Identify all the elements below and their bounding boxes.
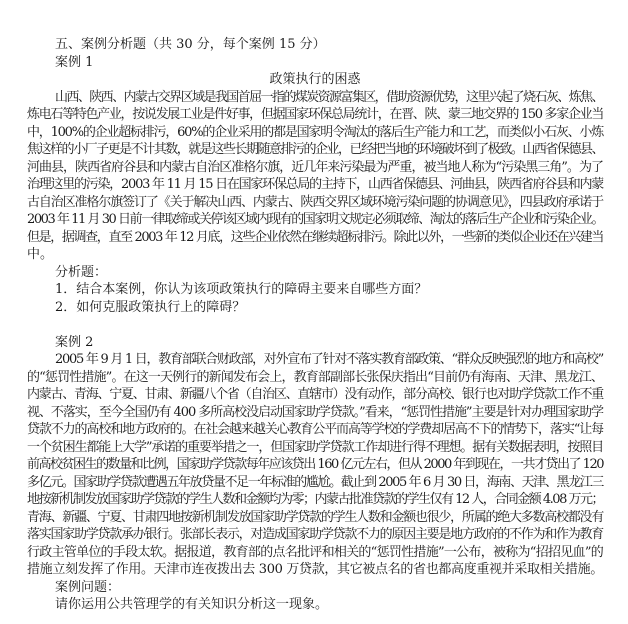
- text-line: 中。: [27, 247, 54, 262]
- text-line: 焦这样的小厂子更是不计其数，就是这些长期随意排污的企业，已经把当地的环境破坏到了极致。山西省保德县、: [27, 142, 604, 157]
- text-line: 青海、新疆、宁夏、甘肃四地按新机制发放国家助学贷款的学生人数和金额也很少，所属的绝大多数高校都没有: [27, 509, 603, 525]
- text-line: 前高校贫困生的数量和比例，国家助学贷款每年应该贷出 160 亿元左右，但从 2000 年到现在，一共才贷出了 120: [27, 457, 604, 472]
- text-line: 治理这里的污染，2003 年 11 月 15 日在国家环保总局的主持下，山西省保德县、河曲县，陕西省府谷县和内蒙: [27, 177, 603, 192]
- text-line: 内蒙古、青海、宁夏、甘肃、新疆八个省（自治区、直辖市）没有动作，部分高校、银行也对助学贷款工作不重: [27, 387, 603, 402]
- case1-label: 案例 1: [55, 54, 94, 70]
- text-line: 但是，据调查，直至 2003 年 12 月底，这些企业依然在继续超标排污。除此以外，一些新的类似企业还在兴建当: [27, 229, 604, 245]
- text-line: 一个贫困生都能上大学”承诺的重要举措之一，但国家助学贷款工作却进行得不理想。据有关数据表明，按照目: [27, 439, 604, 455]
- text-line: 的“惩罚性措施”。在这一天例行的新闻发布会上，教育部副部长张保庆指出“目前仍有海南、天津、黑龙江、: [27, 369, 603, 385]
- text-line: 山西、陕西、内蒙古交界区域是我国首屈一指的煤炭资源富集区，借助资源优势，这里兴起了烧石灰、炼焦、: [55, 89, 603, 105]
- text-line: 古自治区准格尔旗签订了《关于解决山西、内蒙古、陕西交界区域环境污染问题的协调意见》，四县政府承诺于: [27, 194, 603, 210]
- text-line: 2005 年 9 月 1 日，教育部联合财政部，对外宣布了针对不落实教育部政策、“群众反映强烈的地方和高校”: [55, 352, 604, 367]
- document-page: [27, 36, 603, 614]
- case1-title: 政策执行的困惑: [269, 72, 361, 87]
- text-line: 视、不落实，至今全国仍有 400 多所高校没启动国家助学贷款。”看来，“惩罚性措施”主要是针对办理国家助学: [27, 404, 603, 420]
- case1-question-2: 2．如何克服政策执行上的障碍？: [55, 299, 246, 315]
- case2-label: 案例 2: [55, 334, 94, 350]
- case1-questions-label: 分析题：: [55, 264, 108, 280]
- text-line: 2003 年 11 月 30 日前一律取缔或关停该区域内现有的国家明文规定必须取缔、淘汰的落后生产企业和污染企业。: [27, 212, 604, 227]
- text-line: 炼电石等特色产业，按说发展工业是件好事，但据国家环保总局统计，在晋、陕、蒙三地交界的 150 多家企业当: [27, 107, 604, 122]
- case1-paragraph: [27, 89, 603, 264]
- text-line: 措施立刻发挥了作用。天津市连夜拨出去 300 万贷款，其它被点名的省也都高度重视并采取相关措施。: [27, 562, 603, 577]
- text-line: 中，100%的企业超标排污，60%的企业采用的都是国家明令淘汰的落后生产能力和工艺，而类似小石灰、小炼: [27, 124, 603, 140]
- section-heading: 五、案例分析题（共 30 分，每个案例 15 分）: [55, 37, 326, 52]
- text-line: 落实国家助学贷款承办银行。张部长表示，对造成国家助学贷款不力的原因主要是地方政府的不作为和作为教育: [27, 527, 603, 542]
- text-line: 多亿元。国家助学贷款遭遇五年放贷量不足一年标准的尴尬。截止到 2005 年 6 月 30 日，海南、天津、黑龙江三: [27, 474, 603, 490]
- text-line: 地按新机制发放国家助学贷款的学生人数和金额均为零；内蒙古批准贷款的学生仅有 12 人，合同金额 4.08 万元；: [27, 492, 603, 507]
- case1-question-1: 1．结合本案例，你认为该项政策执行的障碍主要来自哪些方面？: [55, 282, 428, 297]
- text-line: 贷款不力的高校和地方政府的。在社会越来越关心教育公平而高等学校的学费却居高不下的情势下，落实“让每: [27, 422, 604, 437]
- case2-questions-label: 案例问题：: [55, 579, 121, 595]
- case2-question: 请你运用公共管理学的有关知识分析这一现象。: [55, 597, 329, 612]
- text-line: 河曲县，陕西省府谷县和内蒙古自治区准格尔旗，近几年来污染最为严重，被当地人称为“污染黑三角”。为了: [27, 159, 603, 175]
- text-line: 行政主管单位的手段太软。据报道，教育部的点名批评和相关的“惩罚性措施”一公布，被称为“招招见血”的: [27, 544, 604, 560]
- case2-paragraph: [27, 351, 603, 579]
